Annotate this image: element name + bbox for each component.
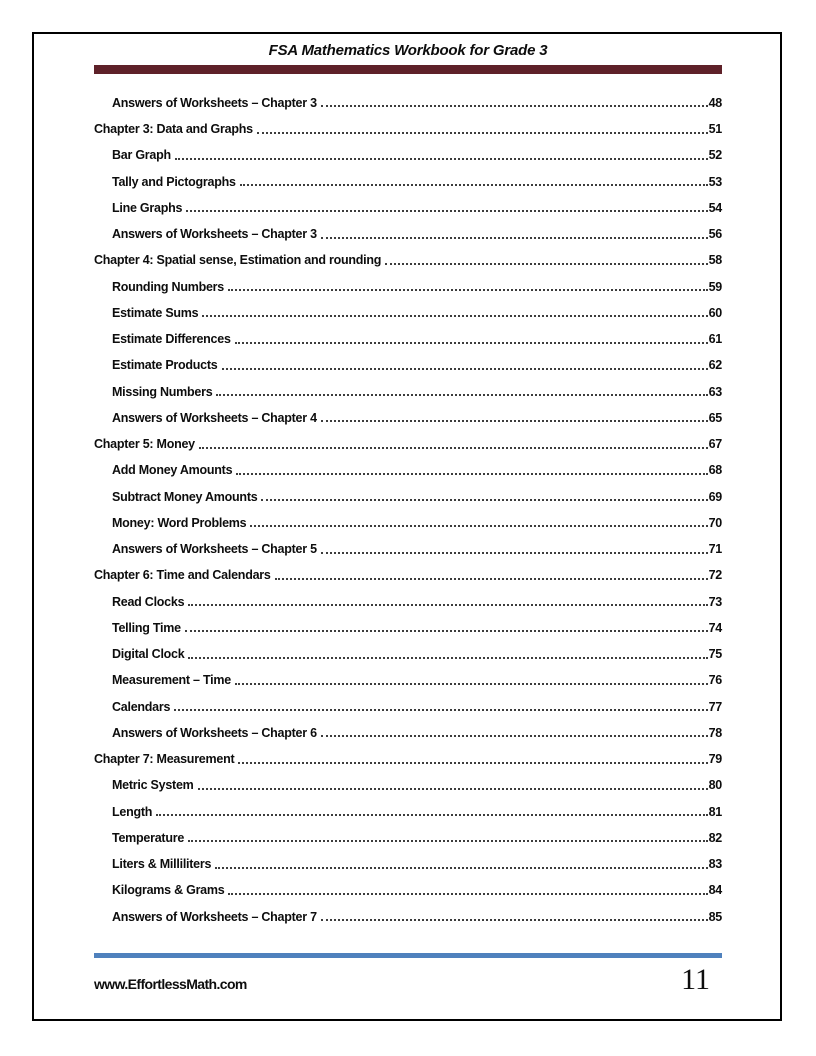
toc-entry-leader-dots xyxy=(216,394,707,396)
toc-entry-leader-dots xyxy=(174,709,707,711)
toc-entry-label: Line Graphs xyxy=(112,200,183,215)
table-of-contents xyxy=(94,89,722,929)
toc-entry-page-number: 78 xyxy=(708,725,722,740)
toc-entry-page-number: 84 xyxy=(708,883,722,898)
toc-entry-label: Answers of Worksheets – Chapter 3 xyxy=(112,95,317,110)
toc-entry xyxy=(94,194,722,220)
toc-entry xyxy=(94,667,722,693)
toc-entry xyxy=(94,220,722,246)
toc-entry xyxy=(94,352,722,378)
toc-entry-leader-dots xyxy=(240,184,708,186)
toc-entry-leader-dots xyxy=(257,132,708,134)
toc-entry xyxy=(94,273,722,299)
toc-entry-page-number: 83 xyxy=(708,857,722,871)
toc-entry-page-number: 72 xyxy=(708,568,722,583)
toc-entry-label: Chapter 5: Money xyxy=(94,437,195,451)
footer-website: www.EffortlessMath.com xyxy=(94,976,247,992)
toc-entry-leader-dots xyxy=(215,867,707,869)
toc-entry-label: Length xyxy=(112,804,153,819)
toc-entry xyxy=(94,142,722,168)
toc-entry-leader-dots xyxy=(321,237,708,239)
toc-entry-page-number: 60 xyxy=(708,305,722,320)
toc-entry xyxy=(94,457,722,483)
toc-entry-page-number: 63 xyxy=(708,384,722,399)
toc-entry-label: Estimate Differences xyxy=(112,332,231,346)
toc-entry-label: Add Money Amounts xyxy=(112,463,233,478)
toc-entry xyxy=(94,509,722,535)
toc-entry xyxy=(94,824,722,850)
toc-entry xyxy=(94,745,722,771)
toc-entry-leader-dots xyxy=(188,840,708,842)
toc-entry-leader-dots xyxy=(202,315,707,317)
toc-entry-page-number: 51 xyxy=(708,122,722,136)
toc-entry-label: Answers of Worksheets – Chapter 3 xyxy=(112,227,317,241)
toc-entry-page-number: 74 xyxy=(708,620,722,635)
toc-entry-leader-dots xyxy=(261,499,707,501)
toc-entry-page-number: 48 xyxy=(708,95,722,110)
toc-entry-page-number: 69 xyxy=(708,489,722,504)
toc-entry xyxy=(94,247,722,273)
toc-entry-label: Answers of Worksheets – Chapter 7 xyxy=(112,909,317,924)
header-accent-rule xyxy=(94,65,722,74)
toc-entry-leader-dots xyxy=(321,735,708,737)
toc-entry xyxy=(94,850,722,876)
toc-entry-label: Chapter 6: Time and Calendars xyxy=(94,568,271,583)
toc-entry xyxy=(94,588,722,614)
toc-entry xyxy=(94,299,722,325)
toc-entry-leader-dots xyxy=(188,657,707,659)
toc-entry xyxy=(94,798,722,824)
toc-entry-leader-dots xyxy=(185,630,708,632)
toc-entry-leader-dots xyxy=(175,158,708,160)
toc-entry-page-number: 85 xyxy=(708,909,722,924)
toc-entry xyxy=(94,877,722,903)
toc-entry-leader-dots xyxy=(235,683,708,685)
toc-entry-label: Chapter 3: Data and Graphs xyxy=(94,122,253,136)
toc-entry-label: Answers of Worksheets – Chapter 5 xyxy=(112,542,317,556)
toc-entry-leader-dots xyxy=(228,893,707,895)
toc-entry xyxy=(94,115,722,141)
page-header-title: FSA Mathematics Workbook for Grade 3 xyxy=(268,42,548,59)
toc-entry-label: Missing Numbers xyxy=(112,384,213,399)
toc-entry-page-number: 62 xyxy=(708,358,722,373)
toc-entry-label: Read Clocks xyxy=(112,594,185,609)
toc-entry xyxy=(94,483,722,509)
toc-entry xyxy=(94,614,722,640)
toc-entry-leader-dots xyxy=(238,762,707,764)
toc-entry-page-number: 65 xyxy=(708,410,722,425)
toc-entry xyxy=(94,404,722,430)
toc-entry-leader-dots xyxy=(222,368,708,370)
toc-entry xyxy=(94,772,722,798)
footer-accent-rule xyxy=(94,953,722,958)
toc-entry-label: Estimate Products xyxy=(112,358,218,373)
toc-entry-label: Digital Clock xyxy=(112,647,185,661)
toc-entry xyxy=(94,693,722,719)
toc-entry-label: Answers of Worksheets – Chapter 4 xyxy=(112,410,317,425)
toc-entry-leader-dots xyxy=(321,552,708,554)
toc-entry-label: Tally and Pictographs xyxy=(112,174,236,189)
toc-entry-page-number: 61 xyxy=(708,332,722,346)
toc-entry-page-number: 67 xyxy=(708,437,722,451)
toc-entry-label: Money: Word Problems xyxy=(112,515,247,530)
toc-entry-leader-dots xyxy=(250,525,707,527)
toc-entry-leader-dots xyxy=(321,420,708,422)
toc-entry-leader-dots xyxy=(235,342,708,344)
toc-entry-leader-dots xyxy=(321,919,708,921)
toc-entry-label: Calendars xyxy=(112,699,171,714)
toc-entry xyxy=(94,562,722,588)
toc-entry xyxy=(94,168,722,194)
toc-entry-label: Temperature xyxy=(112,830,185,845)
toc-entry-leader-dots xyxy=(385,263,707,265)
toc-entry-label: Liters & Milliliters xyxy=(112,857,212,871)
toc-entry-page-number: 79 xyxy=(708,752,722,766)
toc-entry-leader-dots xyxy=(321,105,708,107)
toc-entry-page-number: 81 xyxy=(708,804,722,819)
toc-entry-label: Subtract Money Amounts xyxy=(112,489,258,504)
toc-entry-leader-dots xyxy=(236,473,707,475)
toc-entry-page-number: 59 xyxy=(708,279,722,294)
toc-entry-leader-dots xyxy=(228,289,708,291)
toc-entry-leader-dots xyxy=(188,604,707,606)
toc-entry xyxy=(94,535,722,561)
toc-entry-page-number: 58 xyxy=(708,253,722,268)
toc-entry xyxy=(94,89,722,115)
toc-entry-page-number: 76 xyxy=(708,673,722,688)
toc-entry-label: Answers of Worksheets – Chapter 6 xyxy=(112,725,317,740)
toc-entry xyxy=(94,430,722,456)
toc-entry-page-number: 80 xyxy=(708,778,722,793)
toc-entry-page-number: 71 xyxy=(708,542,722,556)
toc-entry xyxy=(94,719,722,745)
footer-page-number: 11 xyxy=(681,963,710,996)
toc-entry-leader-dots xyxy=(186,210,707,212)
toc-entry-label: Measurement – Time xyxy=(112,673,231,688)
toc-entry-page-number: 73 xyxy=(708,594,722,609)
toc-entry-label: Bar Graph xyxy=(112,148,171,163)
toc-entry-page-number: 53 xyxy=(708,174,722,189)
toc-entry-label: Chapter 7: Measurement xyxy=(94,752,235,766)
toc-entry-leader-dots xyxy=(275,578,708,580)
toc-entry-page-number: 70 xyxy=(708,515,722,530)
toc-entry-label: Metric System xyxy=(112,778,194,793)
toc-entry-page-number: 75 xyxy=(708,647,722,661)
toc-entry-page-number: 56 xyxy=(708,227,722,241)
toc-entry-page-number: 52 xyxy=(708,148,722,163)
toc-entry-leader-dots xyxy=(156,814,707,816)
toc-entry-page-number: 54 xyxy=(708,200,722,215)
toc-entry-leader-dots xyxy=(198,788,708,790)
toc-entry xyxy=(94,378,722,404)
toc-entry xyxy=(94,325,722,351)
toc-entry-label: Rounding Numbers xyxy=(112,279,224,294)
toc-entry-page-number: 68 xyxy=(708,463,722,478)
toc-entry-leader-dots xyxy=(199,447,708,449)
toc-entry-label: Estimate Sums xyxy=(112,305,199,320)
toc-entry xyxy=(94,640,722,666)
toc-entry-label: Kilograms & Grams xyxy=(112,883,225,898)
toc-entry-label: Chapter 4: Spatial sense, Estimation and rounding xyxy=(94,253,382,268)
toc-entry xyxy=(94,903,722,929)
toc-entry-page-number: 77 xyxy=(708,699,722,714)
toc-entry-page-number: 82 xyxy=(708,830,722,845)
toc-entry-label: Telling Time xyxy=(112,620,181,635)
